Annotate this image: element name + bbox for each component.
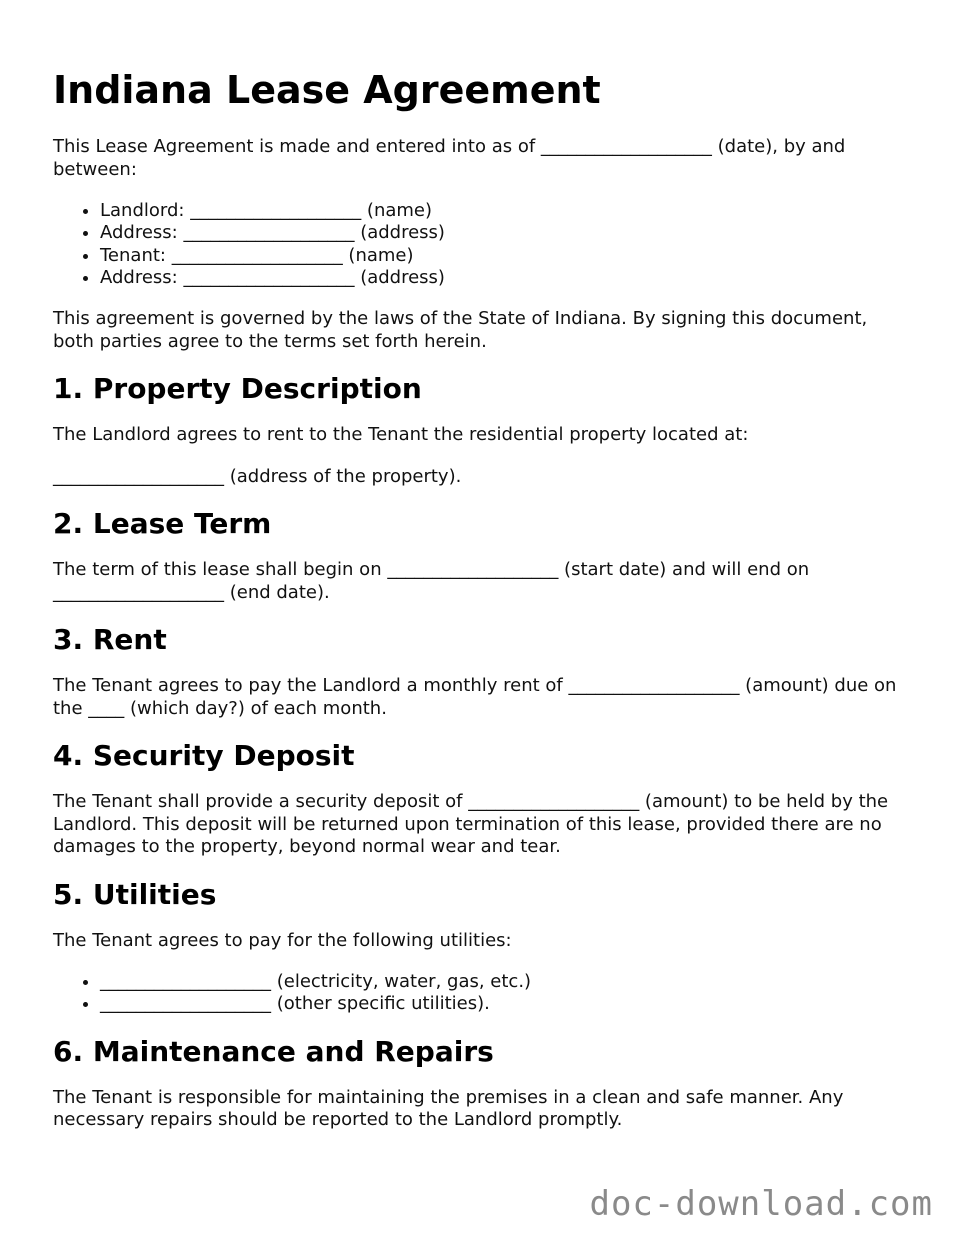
list-item: • Address: ___________________ (address) [100, 222, 913, 244]
section-heading-term: 2. Lease Term [53, 507, 272, 541]
property-paragraph: The Landlord agrees to rent to the Tenant the residential property located at: [53, 424, 749, 446]
intro-paragraph: This Lease Agreement is made and entered into as of ___________________ (date), by and between: [53, 136, 846, 180]
section-heading-utilities: 5. Utilities [53, 877, 217, 911]
document-title: Indiana Lease Agreement [53, 68, 601, 112]
utilities-paragraph: The Tenant agrees to pay for the following utilities: [53, 929, 512, 951]
section-heading-rent: 3. Rent [53, 623, 167, 657]
list-item: • Tenant: ___________________ (name) [100, 245, 913, 267]
governing-law-paragraph: This agreement is governed by the laws of the State of Indiana. By signing this document, both parties agree to the terms set forth herein. [53, 308, 868, 352]
list-item: • Address: ___________________ (address) [100, 267, 913, 289]
rent-paragraph: The Tenant agrees to pay the Landlord a monthly rent of ___________________ (amount) due on the ____ (which day?) of each month. [53, 675, 897, 719]
section-heading-maintenance: 6. Maintenance and Repairs [53, 1034, 494, 1068]
deposit-paragraph: The Tenant shall provide a security deposit of ___________________ (amount) to be held by the Landlord. This deposit will be returned upon termination of this lease, provided there are no damages to the property, beyond normal wear and tear. [53, 791, 889, 858]
document-page [53, 66, 913, 1151]
list-item: • ___________________ (other specific utilities). [100, 993, 913, 1015]
section-heading-property: 1. Property Description [53, 372, 422, 406]
section-heading-deposit: 4. Security Deposit [53, 739, 355, 773]
parties-list [53, 200, 913, 289]
list-item: • Landlord: ___________________ (name) [100, 200, 913, 222]
maintenance-paragraph: The Tenant is responsible for maintaining the premises in a clean and safe manner. Any necessary repairs should be reported to the Landlord promptly. [53, 1086, 844, 1131]
watermark: doc-download.com [589, 1184, 933, 1224]
property-address-paragraph: ___________________ (address of the property). [53, 465, 462, 487]
utilities-list [53, 971, 913, 1016]
term-paragraph: The term of this lease shall begin on ___________________ (start date) and will end on ___________________ (end date). [53, 559, 810, 603]
list-item: • ___________________ (electricity, water, gas, etc.) [100, 971, 913, 993]
